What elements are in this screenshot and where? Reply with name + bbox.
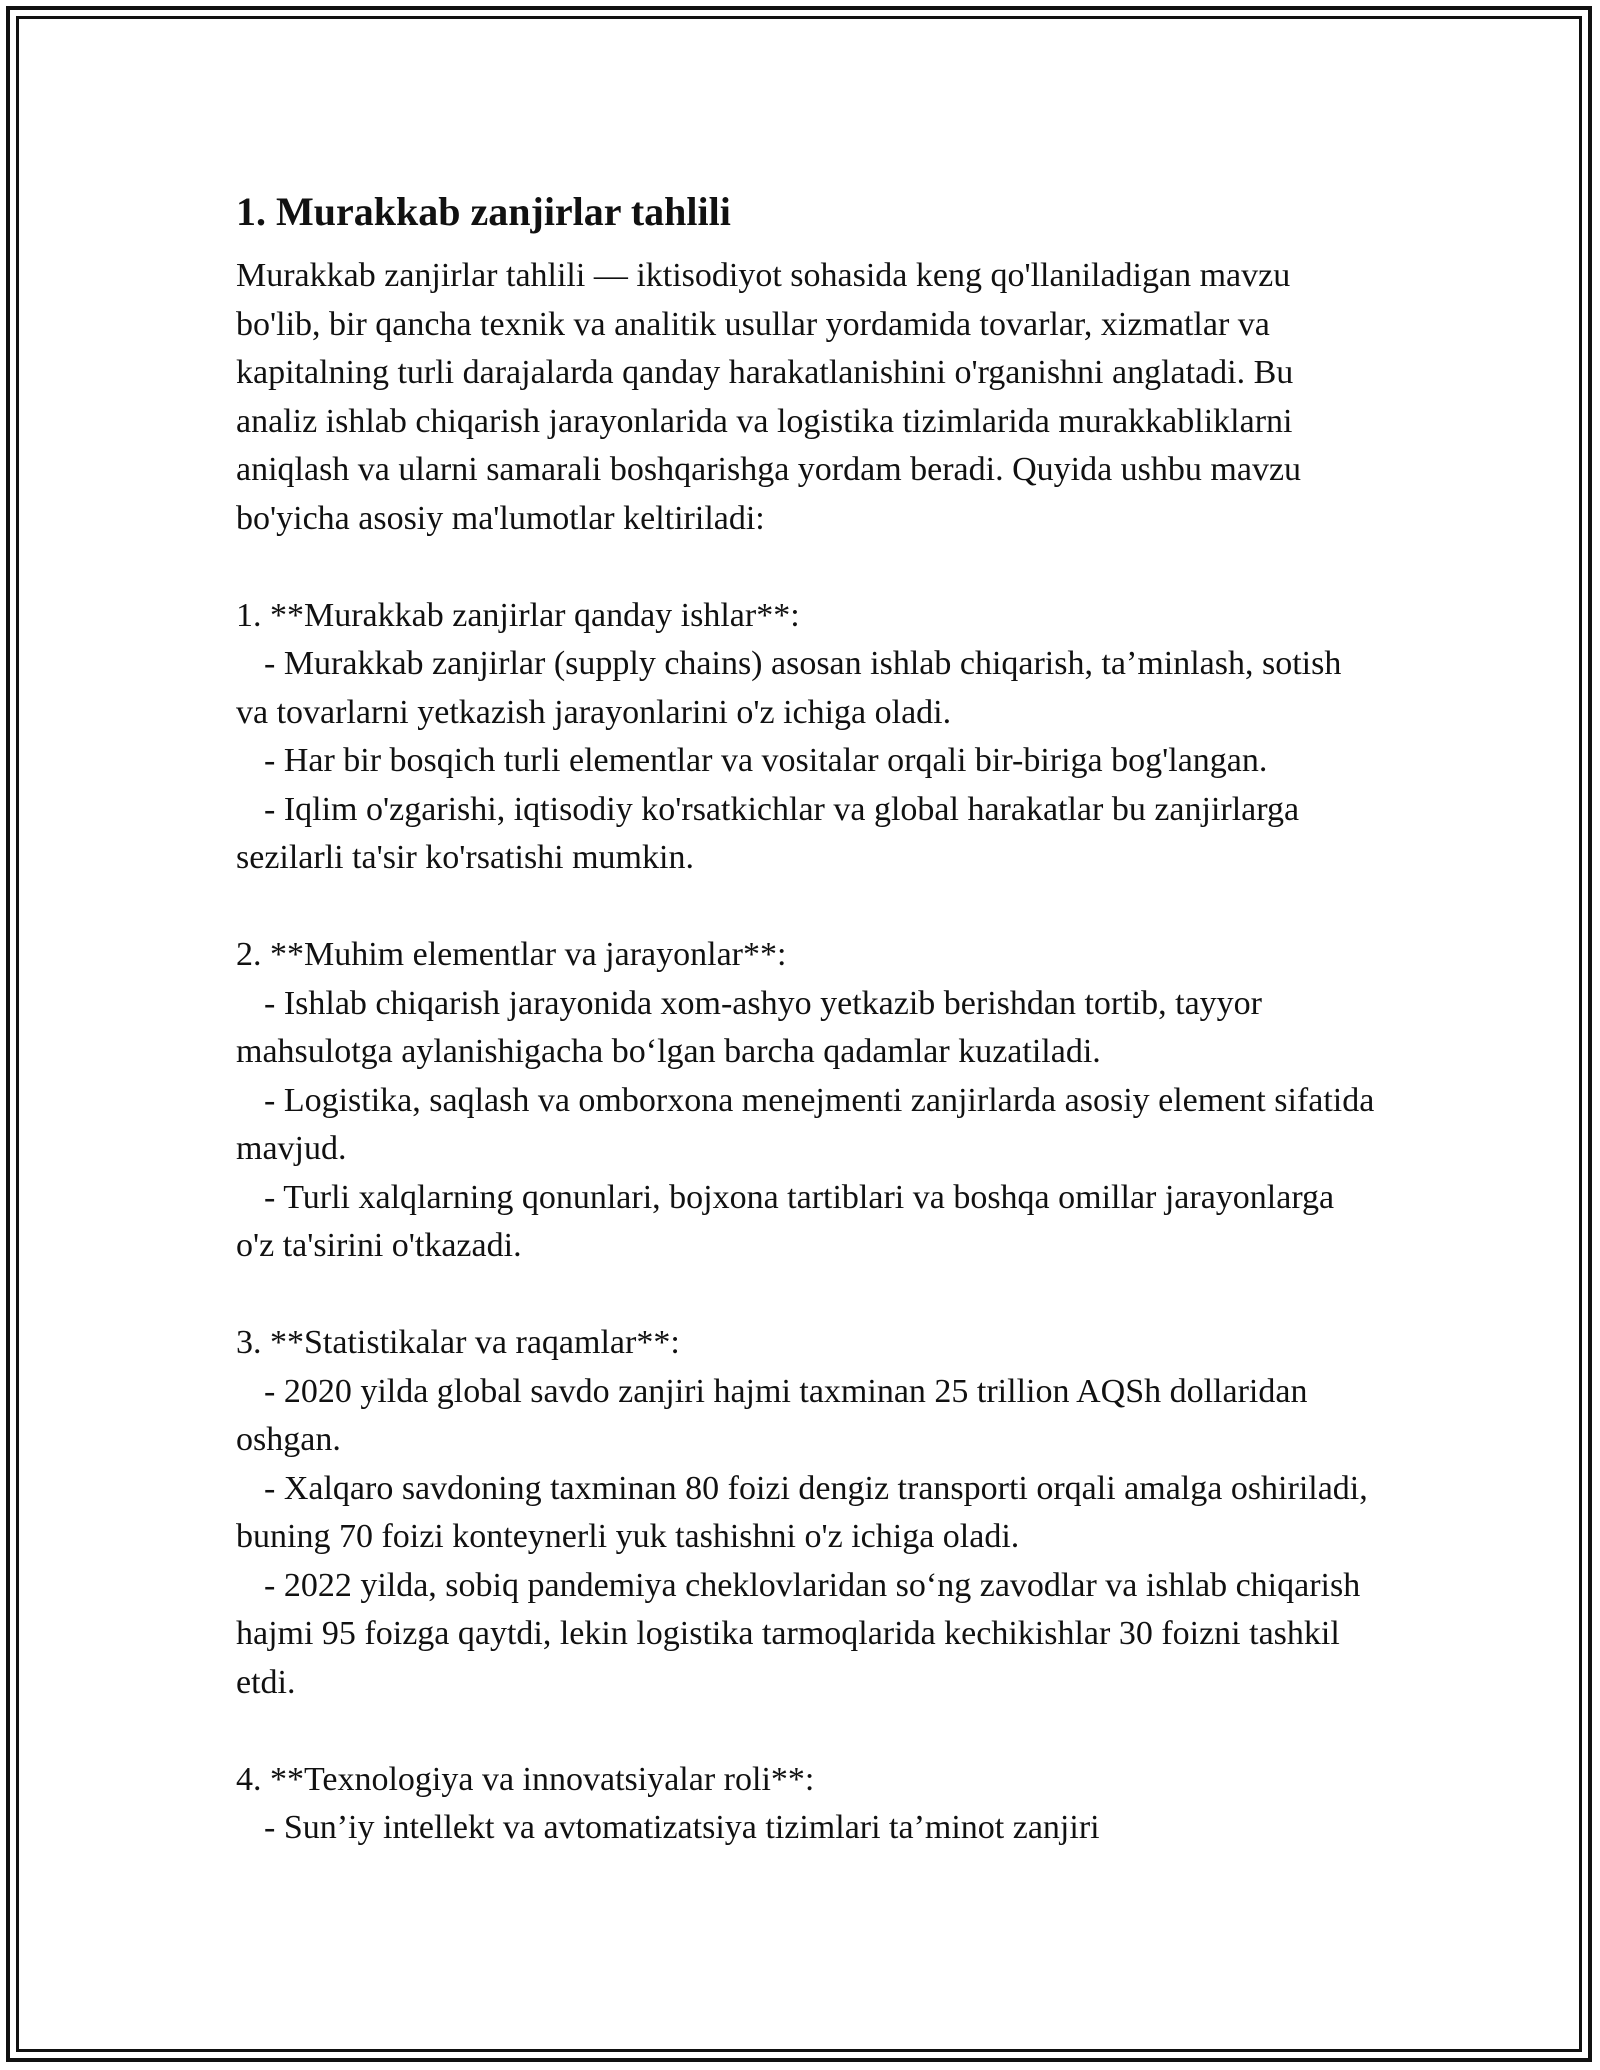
intro-paragraph: Murakkab zanjirlar tahlili — iktisodiyot sohasida keng qo'llaniladigan mavzu bo'lib, bir qancha texnik va analitik usullar yordamida tovarlar, xizmatlar va kapitalning turli darajalarda qanday harakatlanishini o'rganishni anglatadi. Bu analiz ishlab chiqarish jarayonlarida va logistika tizimlarida murakkabliklarni aniqlash va ularni samarali boshqarishga yordam beradi. Quyida ushbu mavzu bo'yicha asosiy ma'lumotlar keltiriladi:	[236, 257, 1302, 537]
section-1	[236, 592, 1376, 883]
section-line: - Sun’iy intellekt va avtomatizatsiya tizimlari ta’minot zanjiri	[264, 1809, 1100, 1846]
section-title: 2. **Muhim elementlar va jarayonlar**:	[236, 936, 787, 973]
section-3	[236, 1319, 1376, 1707]
section-title: 1. **Murakkab zanjirlar qanday ishlar**:	[236, 596, 800, 634]
section-line: - Har bir bosqich turli elementlar va vositalar orqali bir-biriga bog'langan.	[264, 742, 1268, 779]
document-body	[236, 186, 1376, 1901]
section-line: - Xalqaro savdoning taxminan 80 foizi dengiz transporti orqali amalga oshiriladi, buning 70 foizi konteynerli yuk tashishni o'z ichiga oladi.	[236, 1469, 1368, 1555]
section-line: - Murakkab zanjirlar (supply chains) asosan ishlab chiqarish, ta’minlash, sotish va tovarlarni yetkazish jarayonlarini o'z ichiga oladi.	[236, 645, 1342, 731]
section-line: - 2022 yilda, sobiq pandemiya cheklovlaridan so‘ng zavodlar va ishlab chiqarish hajmi 95 foizga qaytdi, lekin logistika tarmoqlarida kechikishlar 30 foizni tashkil etdi.	[236, 1566, 1361, 1701]
document-heading: 1. Murakkab zanjirlar tahlili	[236, 189, 731, 234]
section-line: - Turli xalqlarning qonunlari, bojxona tartiblari va boshqa omillar jarayonlarga o'z ta'sirini o'tkazadi.	[236, 1178, 1335, 1264]
section-2	[236, 931, 1376, 1271]
section-4	[236, 1756, 1376, 1853]
section-title: 3. **Statistikalar va raqamlar**:	[236, 1324, 680, 1361]
section-line: - Iqlim o'zgarishi, iqtisodiy ko'rsatkichlar va global harakatlar bu zanjirlarga sezilarli ta'sir ko'rsatishi mumkin.	[236, 790, 1300, 876]
section-line: - Logistika, saqlash va omborxona menejmenti zanjirlarda asosiy element sifatida mavjud.	[236, 1081, 1375, 1167]
section-line: - 2020 yilda global savdo zanjiri hajmi taxminan 25 trillion AQSh dollaridan oshgan.	[236, 1372, 1308, 1458]
section-title: 4. **Texnologiya va innovatsiyalar roli**:	[236, 1760, 815, 1798]
section-line: - Ishlab chiqarish jarayonida xom-ashyo yetkazib berishdan tortib, tayyor mahsulotga aylanishigacha bo‘lgan barcha qadamlar kuzatiladi.	[236, 984, 1262, 1070]
